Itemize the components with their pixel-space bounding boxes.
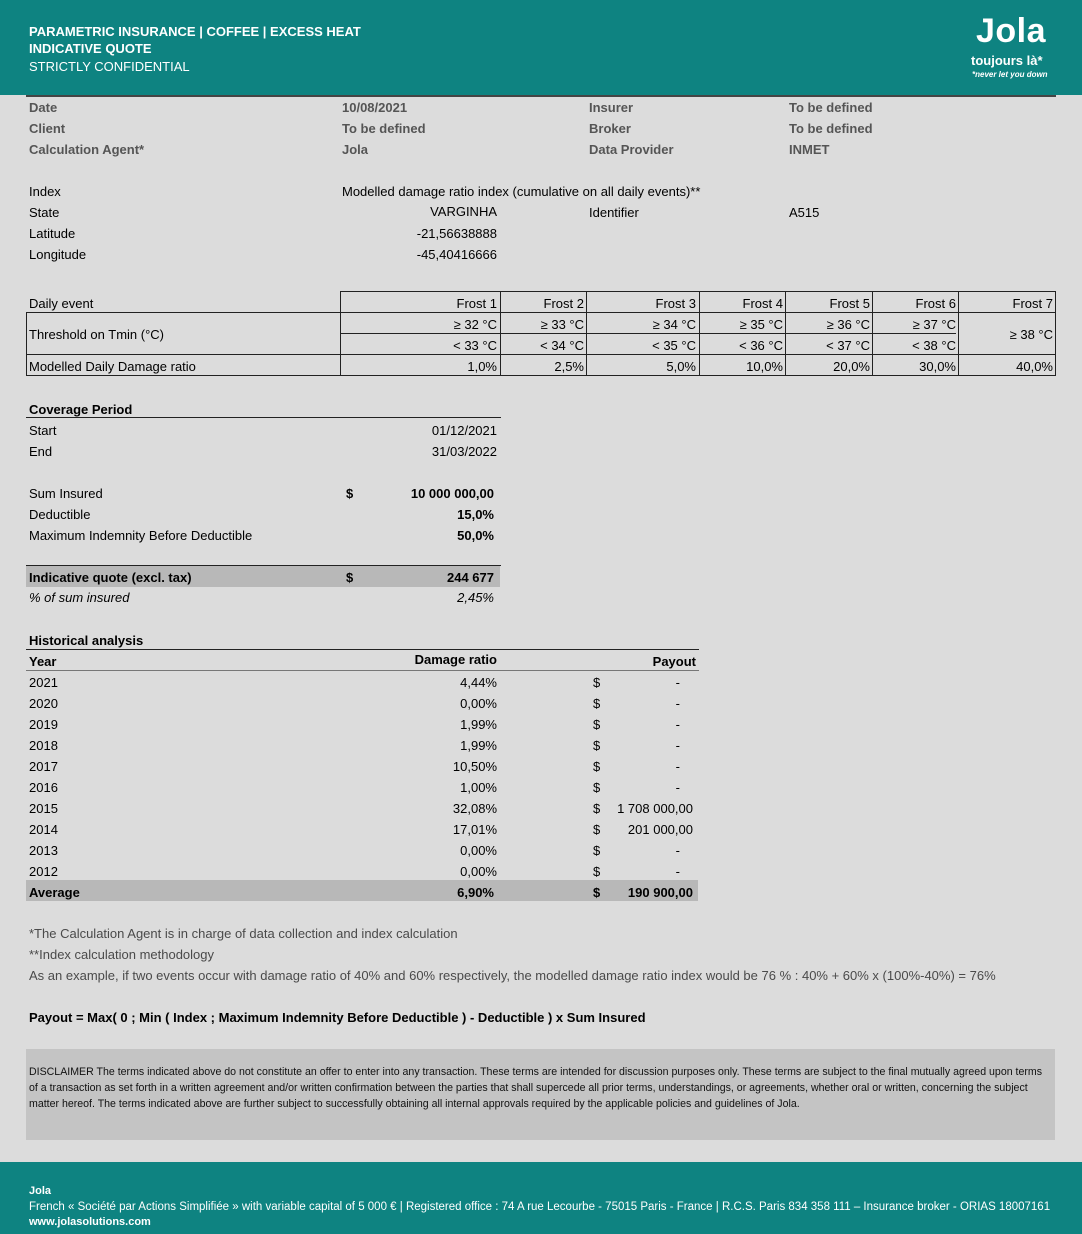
frost-4-max: < 36 °C: [739, 338, 783, 353]
provider-value: INMET: [789, 142, 830, 157]
row-currency: $: [593, 822, 601, 837]
sum-insured-label: Sum Insured: [29, 486, 103, 501]
grid-line: [340, 291, 1056, 292]
row-year: 2013: [29, 843, 58, 858]
deductible-label: Deductible: [29, 507, 91, 522]
frost-3-max: < 35 °C: [652, 338, 696, 353]
row-payout: -: [675, 780, 680, 795]
jola-logo: Jola: [976, 12, 1047, 50]
frost-2-min: ≥ 33 °C: [540, 317, 584, 332]
frost-1-name: Frost 1: [456, 296, 497, 311]
row-year: 2014: [29, 822, 58, 837]
frost-3-name: Frost 3: [655, 296, 696, 311]
quote-pct-label: % of sum insured: [29, 590, 130, 605]
document-subtitle: INDICATIVE QUOTE: [29, 41, 152, 56]
row-year: 2018: [29, 738, 58, 753]
quote-pct-value: 2,45%: [457, 590, 494, 605]
sum-insured-currency: $: [346, 486, 354, 501]
frost-5-max: < 37 °C: [826, 338, 870, 353]
row-ratio: 10,50%: [452, 759, 497, 774]
row-payout: 1 708 000,00: [617, 801, 693, 816]
footer-company: Jola: [29, 1185, 52, 1197]
frost-2-name: Frost 2: [543, 296, 584, 311]
grid-line: [26, 312, 1056, 313]
logo-tagline: *never let you down: [972, 70, 1048, 79]
col-payout-header: Payout: [652, 654, 696, 669]
disclaimer-box: [26, 1049, 1055, 1140]
grid-line: [1055, 291, 1056, 376]
frost-5-name: Frost 5: [829, 296, 870, 311]
row-payout: -: [675, 696, 680, 711]
row-currency: $: [593, 738, 601, 753]
row-currency: $: [593, 801, 601, 816]
row-currency: $: [593, 864, 601, 879]
row-payout: 201 000,00: [627, 822, 693, 837]
frost-5-ratio: 20,0%: [833, 359, 870, 374]
row-ratio: 0,00%: [460, 843, 497, 858]
average-label: Average: [29, 885, 80, 900]
frost-5-min: ≥ 36 °C: [826, 317, 870, 332]
max-indemnity-value: 50,0%: [457, 528, 494, 543]
threshold-label: Threshold on Tmin (°C): [29, 327, 165, 342]
agent-value: Jola: [342, 142, 369, 157]
daily-event-label: Daily event: [29, 296, 94, 311]
row-payout: -: [675, 843, 680, 858]
row-currency: $: [593, 843, 601, 858]
frost-1-min: ≥ 32 °C: [453, 317, 497, 332]
row-ratio: 4,44%: [460, 675, 497, 690]
frost-6-name: Frost 6: [915, 296, 956, 311]
deductible-value: 15,0%: [457, 507, 494, 522]
sum-insured-value: 10 000 000,00: [410, 486, 494, 501]
quote-divider: [26, 565, 501, 566]
state-value: VARGINHA: [430, 204, 497, 219]
footer-banner: [0, 1162, 1082, 1234]
average-payout: 190 900,00: [627, 885, 693, 900]
footer-legal: French « Société par Actions Simplifiée » with variable capital of 5 000 € | Registered office : 74 A rue Lecourbe - 75015 Paris - France | R.C.S. Paris 834 358 111 – Insurance broker - ORIAS 18007161: [29, 1201, 1051, 1213]
grid-line: [26, 312, 27, 376]
quote-value: 244 677: [447, 570, 494, 585]
broker-label: Broker: [589, 121, 631, 136]
frost-6-min: ≥ 37 °C: [912, 317, 956, 332]
footer-website[interactable]: www.jolasolutions.com: [29, 1216, 151, 1228]
confidentiality-label: STRICTLY CONFIDENTIAL: [29, 59, 190, 74]
frost-7-min: ≥ 38 °C: [1009, 327, 1053, 342]
index-label: Index: [29, 184, 61, 199]
row-year: 2015: [29, 801, 58, 816]
row-year: 2019: [29, 717, 58, 732]
frost-4-ratio: 10,0%: [746, 359, 783, 374]
historical-title: Historical analysis: [29, 633, 144, 648]
insurer-value: To be defined: [789, 100, 873, 115]
quote-currency: $: [346, 570, 354, 585]
row-currency: $: [593, 675, 601, 690]
row-currency: $: [593, 780, 601, 795]
row-payout: -: [675, 759, 680, 774]
coverage-title: Coverage Period: [29, 402, 133, 417]
state-label: State: [29, 205, 60, 220]
row-year: 2021: [29, 675, 58, 690]
frost-2-max: < 34 °C: [540, 338, 584, 353]
latitude-label: Latitude: [29, 226, 76, 241]
header-banner: [0, 0, 1082, 95]
client-value: To be defined: [342, 121, 426, 136]
frost-1-max: < 33 °C: [453, 338, 497, 353]
row-ratio: 17,01%: [452, 822, 497, 837]
row-ratio: 0,00%: [460, 696, 497, 711]
row-year: 2017: [29, 759, 58, 774]
document-title: PARAMETRIC INSURANCE | COFFEE | EXCESS HEAT: [29, 24, 361, 39]
date-label: Date: [29, 100, 58, 115]
frost-2-ratio: 2,5%: [554, 359, 584, 374]
provider-label: Data Provider: [589, 142, 674, 157]
row-ratio: 0,00%: [460, 864, 497, 879]
max-indemnity-label: Maximum Indemnity Before Deductible: [29, 528, 253, 543]
frost-1-ratio: 1,0%: [467, 359, 497, 374]
identifier-value: A515: [789, 205, 820, 220]
row-ratio: 1,99%: [460, 738, 497, 753]
average-ratio: 6,90%: [457, 885, 494, 900]
historical-header-divider: [26, 670, 699, 671]
damage-ratio-label: Modelled Daily Damage ratio: [29, 359, 196, 374]
longitude-value: -45,40416666: [416, 247, 497, 262]
end-value: 31/03/2022: [431, 444, 497, 459]
frost-7-ratio: 40,0%: [1016, 359, 1053, 374]
agent-label: Calculation Agent*: [29, 142, 145, 157]
frost-6-ratio: 30,0%: [919, 359, 956, 374]
frost-4-min: ≥ 35 °C: [739, 317, 783, 332]
methodology-example: As an example, if two events occur with damage ratio of 40% and 60% respectively, the modelled damage ratio index would be 76 % : 40% + 60% x (100%-40%) = 76%: [29, 968, 996, 983]
frost-4-name: Frost 4: [742, 296, 783, 311]
coverage-divider: [26, 417, 501, 418]
latitude-value: -21,56638888: [416, 226, 497, 241]
row-ratio: 1,00%: [460, 780, 497, 795]
grid-line: [26, 375, 1056, 376]
client-label: Client: [29, 121, 66, 136]
row-payout: -: [675, 738, 680, 753]
start-value: 01/12/2021: [431, 423, 497, 438]
agent-footnote: *The Calculation Agent is in charge of data collection and index calculation: [29, 926, 458, 941]
quote-label: Indicative quote (excl. tax): [29, 570, 192, 585]
row-year: 2020: [29, 696, 58, 711]
start-label: Start: [29, 423, 57, 438]
frost-3-ratio: 5,0%: [666, 359, 696, 374]
frost-3-min: ≥ 34 °C: [652, 317, 696, 332]
row-payout: -: [675, 675, 680, 690]
methodology-footnote: **Index calculation methodology: [29, 947, 215, 962]
grid-line: [340, 333, 956, 334]
longitude-label: Longitude: [29, 247, 87, 262]
row-currency: $: [593, 759, 601, 774]
row-ratio: 32,08%: [452, 801, 497, 816]
identifier-label: Identifier: [589, 205, 639, 220]
historical-divider: [26, 649, 699, 650]
row-currency: $: [593, 696, 601, 711]
payout-formula: Payout = Max( 0 ; Min ( Index ; Maximum Indemnity Before Deductible ) - Deductible ) x Sum Insured: [29, 1010, 646, 1025]
date-value: 10/08/2021: [342, 100, 408, 115]
row-payout: -: [675, 864, 680, 879]
index-value: Modelled damage ratio index (cumulative on all daily events)**: [342, 184, 701, 199]
broker-value: To be defined: [789, 121, 873, 136]
logo-slogan: toujours là*: [971, 53, 1043, 68]
frost-7-name: Frost 7: [1012, 296, 1053, 311]
col-year-header: Year: [29, 654, 57, 669]
row-ratio: 1,99%: [460, 717, 497, 732]
insurer-label: Insurer: [589, 100, 634, 115]
frost-6-max: < 38 °C: [912, 338, 956, 353]
grid-line: [26, 354, 1056, 355]
average-currency: $: [593, 885, 601, 900]
end-label: End: [29, 444, 53, 459]
disclaimer-text: DISCLAIMER The terms indicated above do not constitute an offer to enter into any transaction. These terms are intended for discussion purposes only. These terms are subject to the final mutually agreed upon terms of a transaction as set forth in a written agreement and/or written confirmation between the parties that shall supercede all prior terms, understandings, or agreements, whether oral or written, concerning the subject matter hereof. The terms indicated above are further subject to successfully obtaining all internal approvals required by the applicable policies and guidelines of Jola.: [29, 1066, 1043, 1110]
col-ratio-header: Damage ratio: [414, 652, 497, 667]
row-year: 2016: [29, 780, 58, 795]
row-payout: -: [675, 717, 680, 732]
row-currency: $: [593, 717, 601, 732]
row-year: 2012: [29, 864, 58, 879]
header-divider: [26, 95, 1056, 97]
